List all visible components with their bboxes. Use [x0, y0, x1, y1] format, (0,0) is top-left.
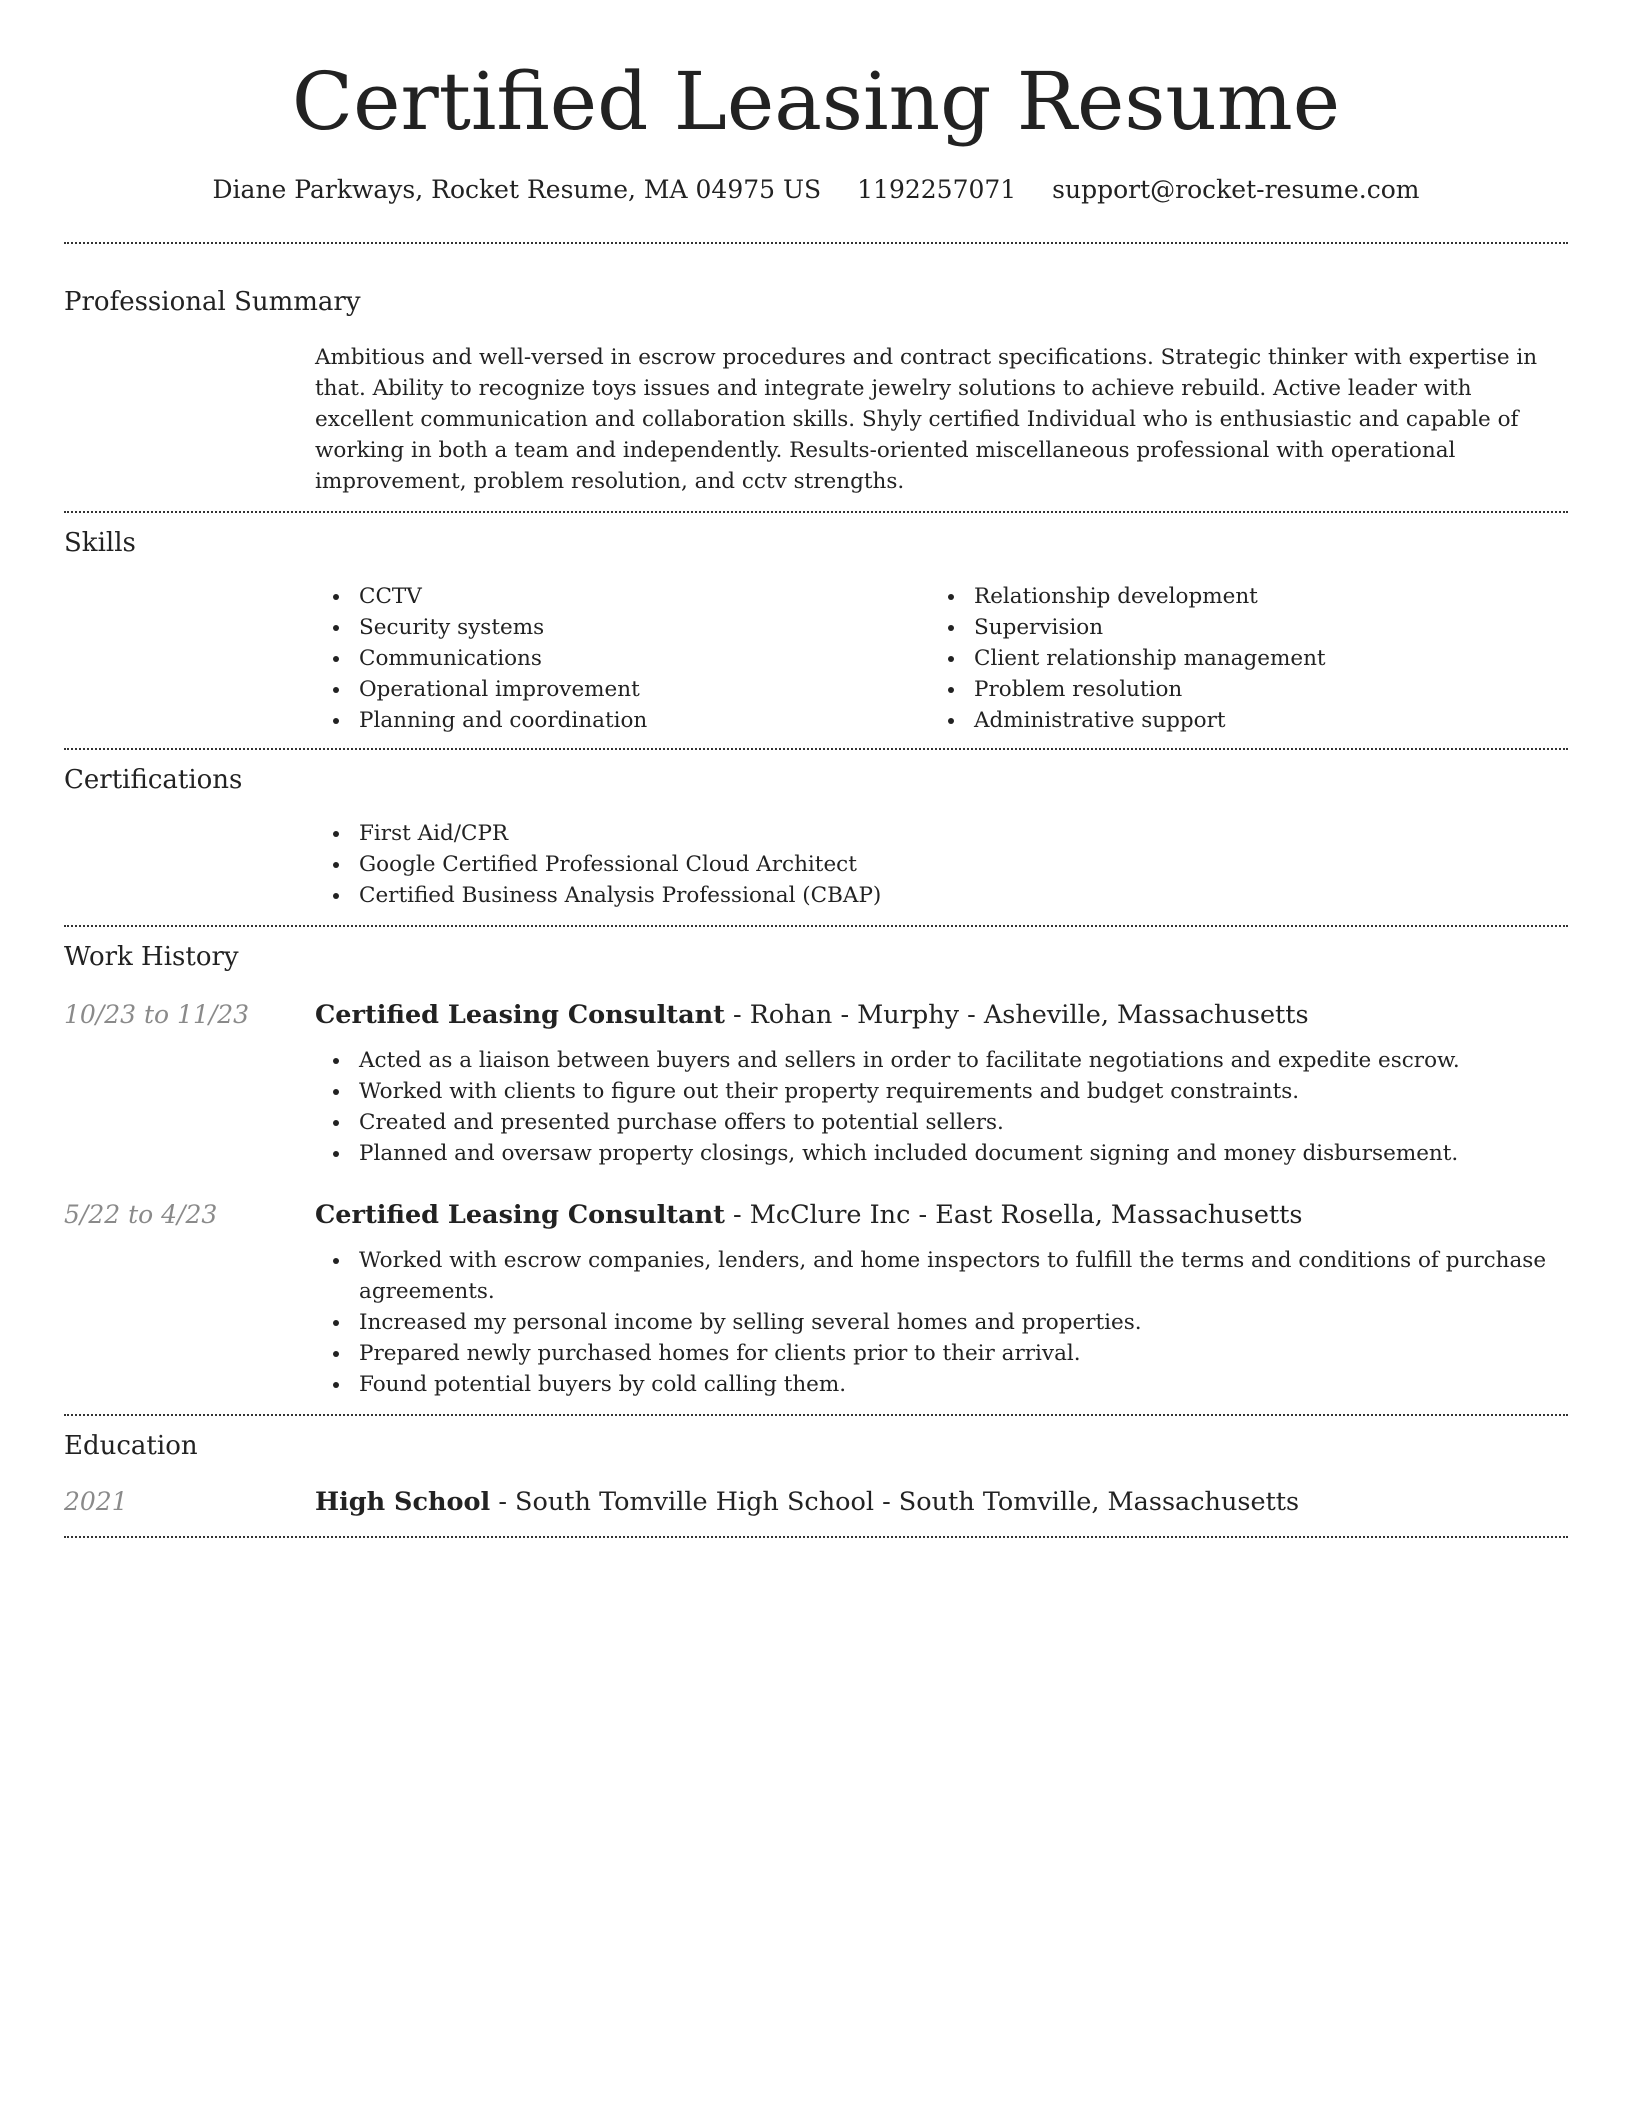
section-title-education: Education — [64, 1431, 198, 1461]
job-employer: - Rohan - Murphy - Asheville, Massachusetts — [724, 1000, 1309, 1030]
section-title-skills: Skills — [64, 528, 136, 558]
divider — [64, 511, 1568, 513]
certification-item: Certified Business Analysis Professional (CBAP) — [315, 880, 1568, 911]
certifications-list — [315, 818, 1568, 911]
job-entry — [64, 997, 1568, 1169]
job-bullet: Worked with clients to figure out their property requirements and budget constraints. — [315, 1076, 1568, 1107]
skill-item: Administrative support — [930, 705, 1545, 736]
skill-item: Supervision — [930, 612, 1545, 643]
divider — [64, 1414, 1568, 1416]
section-title-certifications: Certifications — [64, 765, 243, 795]
job-title: Certified Leasing Consultant — [315, 1200, 725, 1230]
job-dates: 10/23 to 11/23 — [64, 1000, 250, 1029]
contact-address: Diane Parkways, Rocket Resume, MA 04975 US — [212, 175, 822, 204]
skills-column-left — [315, 581, 930, 736]
education-entry — [64, 1484, 1568, 1520]
resume-title: Certified Leasing Resume — [291, 55, 1341, 148]
skills-list — [315, 581, 1568, 736]
job-bullet: Acted as a liaison between buyers and sellers in order to facilitate negotiations and expedite escrow. — [315, 1045, 1568, 1076]
contact-email: support@rocket-resume.com — [1052, 175, 1420, 204]
education-heading — [315, 1484, 1299, 1520]
job-entry — [64, 1197, 1568, 1400]
job-dates: 5/22 to 4/23 — [64, 1200, 218, 1229]
job-heading — [315, 1197, 1303, 1233]
education-year: 2021 — [64, 1487, 128, 1516]
education-school: - South Tomville High School - South Tomville, Massachusetts — [490, 1487, 1300, 1517]
certification-item: First Aid/CPR — [315, 818, 1568, 849]
skill-item: Problem resolution — [930, 674, 1545, 705]
job-bullet: Worked with escrow companies, lenders, and home inspectors to fulfill the terms and conditions of purchase agreements. — [315, 1245, 1568, 1307]
job-heading — [315, 997, 1309, 1033]
education-degree: High School — [315, 1487, 491, 1517]
skill-item: Security systems — [315, 612, 930, 643]
skill-item: Communications — [315, 643, 930, 674]
divider — [64, 925, 1568, 927]
skill-item: Planning and coordination — [315, 705, 930, 736]
divider — [64, 748, 1568, 750]
job-employer: - McClure Inc - East Rosella, Massachusetts — [724, 1200, 1303, 1230]
job-title: Certified Leasing Consultant — [315, 1000, 725, 1030]
skill-item: CCTV — [315, 581, 930, 612]
resume-page — [64, 0, 1568, 1538]
job-bullet: Planned and oversaw property closings, which included document signing and money disbursement. — [315, 1138, 1568, 1169]
job-bullet: Found potential buyers by cold calling them. — [315, 1369, 1568, 1400]
summary-text: Ambitious and well-versed in escrow procedures and contract specifications. Strategic thinker with expertise in that. Ability to recognize toys issues and integrate jewelry solutions to achieve rebuild. Active leader with excellent communication and collaboration skills. Shyly certified Individual who is enthusiastic and capable of working in both a team and independently. Results-oriented miscellaneous professional with operational improvement, problem resolution, and cctv strengths. — [315, 345, 1538, 494]
skill-item: Operational improvement — [315, 674, 930, 705]
skill-item: Relationship development — [930, 581, 1545, 612]
job-bullets — [315, 1245, 1568, 1400]
skills-column-right — [930, 581, 1545, 736]
contact-line — [64, 172, 1568, 208]
job-bullets — [315, 1045, 1568, 1169]
divider — [64, 1536, 1568, 1538]
certification-item: Google Certified Professional Cloud Architect — [315, 849, 1568, 880]
contact-phone: 1192257071 — [857, 175, 1017, 204]
job-bullet: Created and presented purchase offers to potential sellers. — [315, 1107, 1568, 1138]
job-bullet: Prepared newly purchased homes for clients prior to their arrival. — [315, 1338, 1568, 1369]
divider — [64, 242, 1568, 244]
section-title-summary: Professional Summary — [64, 287, 361, 317]
skill-item: Client relationship management — [930, 643, 1545, 674]
section-title-work-history: Work History — [64, 942, 239, 972]
job-bullet: Increased my personal income by selling several homes and properties. — [315, 1307, 1568, 1338]
